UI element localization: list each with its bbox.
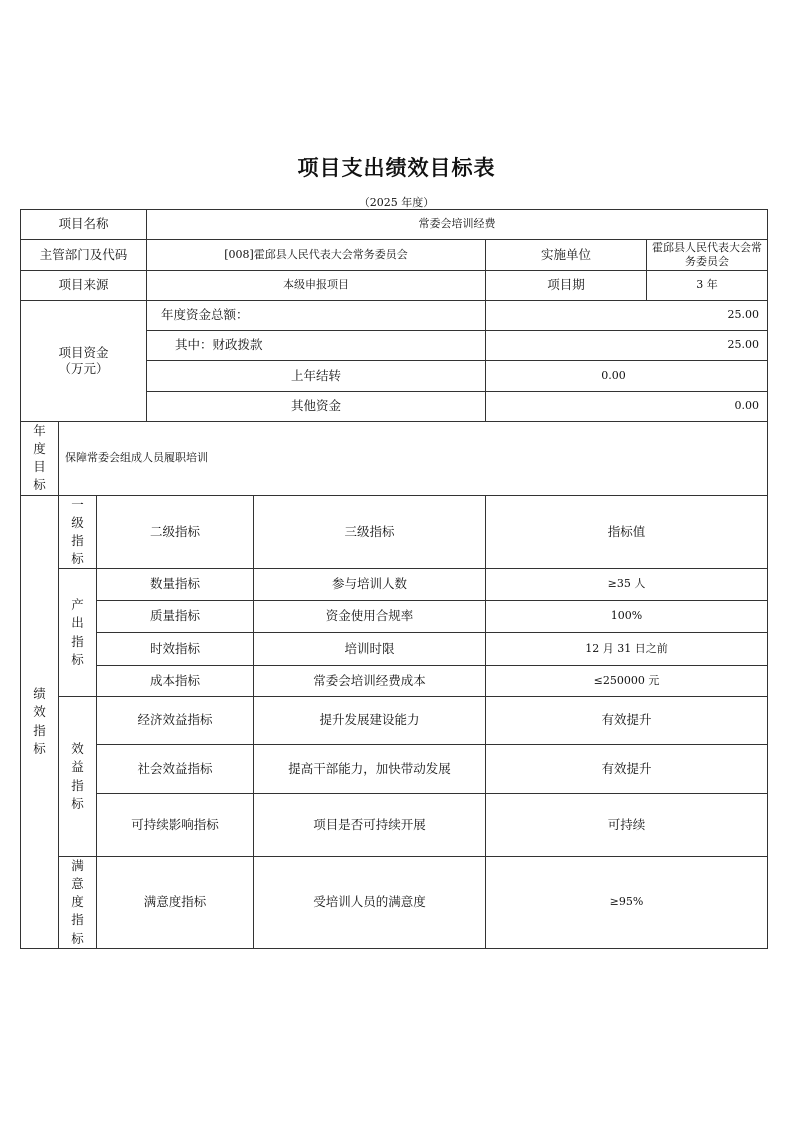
level2-cell: 时效指标	[97, 633, 254, 666]
annual-goal-label: 年 度 目 标	[21, 422, 59, 496]
impl-unit-label: 实施单位	[486, 240, 647, 271]
level2-cell: 可持续影响指标	[97, 794, 254, 857]
dept-label: 主管部门及代码	[21, 240, 147, 271]
dept-value: [008]霍邱县人民代表大会常务委员会	[147, 240, 486, 271]
value-cell: 12 月 31 日之前	[486, 633, 768, 666]
table-row	[21, 794, 768, 857]
annual-goal-text: 保障常委会组成人员履职培训	[59, 422, 768, 496]
funds-other-label: 其他资金	[147, 392, 486, 422]
level2-cell: 社会效益指标	[97, 745, 254, 794]
table-row	[21, 569, 768, 601]
table-row	[21, 601, 768, 633]
table-row	[21, 666, 768, 697]
level2-header: 二级指标	[97, 495, 254, 569]
funds-fiscal-value: 25.00	[486, 331, 768, 361]
funds-fiscal-label: 其中：财政拨款	[147, 331, 486, 361]
funds-label	[21, 301, 147, 422]
funds-label-line2: （万元）	[58, 361, 109, 376]
project-name-label: 项目名称	[21, 210, 147, 240]
indicators-group-label: 绩 效 指 标	[21, 495, 59, 948]
value-cell: 有效提升	[486, 697, 768, 745]
funds-label-line1: 项目资金	[58, 344, 109, 360]
level3-cell: 提升发展建设能力	[254, 697, 486, 745]
value-cell: 可持续	[486, 794, 768, 857]
level2-cell: 满意度指标	[97, 857, 254, 949]
value-cell: ≥35 人	[486, 569, 768, 601]
level2-cell: 经济效益指标	[97, 697, 254, 745]
output-indicator-label: 产 出 指 标	[59, 569, 97, 697]
row-source	[21, 271, 768, 301]
row-funds-total	[21, 301, 768, 331]
level3-cell: 提高干部能力，加快带动发展	[254, 745, 486, 794]
value-cell: ≤250000 元	[486, 666, 768, 697]
level2-cell: 质量指标	[97, 601, 254, 633]
table-row	[21, 745, 768, 794]
level3-cell: 资金使用合规率	[254, 601, 486, 633]
level3-header: 三级指标	[254, 495, 486, 569]
row-project-name	[21, 210, 768, 240]
performance-goal-table	[20, 209, 768, 949]
value-cell: 100%	[486, 601, 768, 633]
satisfaction-indicator-label: 满 意 度 指 标	[59, 857, 97, 949]
page-subtitle: （2025 年度）	[358, 196, 435, 209]
table-row	[21, 697, 768, 745]
level2-cell: 成本指标	[97, 666, 254, 697]
level3-cell: 培训时限	[254, 633, 486, 666]
table-row	[21, 857, 768, 949]
value-cell: ≥95%	[486, 857, 768, 949]
level3-cell: 受培训人员的满意度	[254, 857, 486, 949]
level3-cell: 项目是否可持续开展	[254, 794, 486, 857]
level3-cell: 参与培训人数	[254, 569, 486, 601]
funds-other-value: 0.00	[486, 392, 768, 422]
source-value: 本级申报项目	[147, 271, 486, 301]
row-dept	[21, 240, 768, 271]
funds-carryover-value: 0.00	[486, 361, 768, 392]
level1-header: 一 级 指 标	[59, 495, 97, 569]
row-indicator-header	[21, 495, 768, 569]
level2-cell: 数量指标	[97, 569, 254, 601]
page-title: 项目支出绩效目标表	[297, 156, 496, 180]
row-annual-goal	[21, 422, 768, 496]
period-value: 3 年	[647, 271, 768, 301]
funds-total-label: 年度资金总额：	[147, 301, 486, 331]
table-row	[21, 633, 768, 666]
project-name-value: 常委会培训经费	[147, 210, 768, 240]
value-header: 指标值	[486, 495, 768, 569]
value-cell: 有效提升	[486, 745, 768, 794]
source-label: 项目来源	[21, 271, 147, 301]
period-label: 项目期	[486, 271, 647, 301]
funds-total-value: 25.00	[486, 301, 768, 331]
funds-carryover-label: 上年结转	[147, 361, 486, 392]
impl-unit-value: 霍邱县人民代表大会常务委员会	[647, 240, 768, 271]
level3-cell: 常委会培训经费成本	[254, 666, 486, 697]
benefit-indicator-label: 效 益 指 标	[59, 697, 97, 857]
